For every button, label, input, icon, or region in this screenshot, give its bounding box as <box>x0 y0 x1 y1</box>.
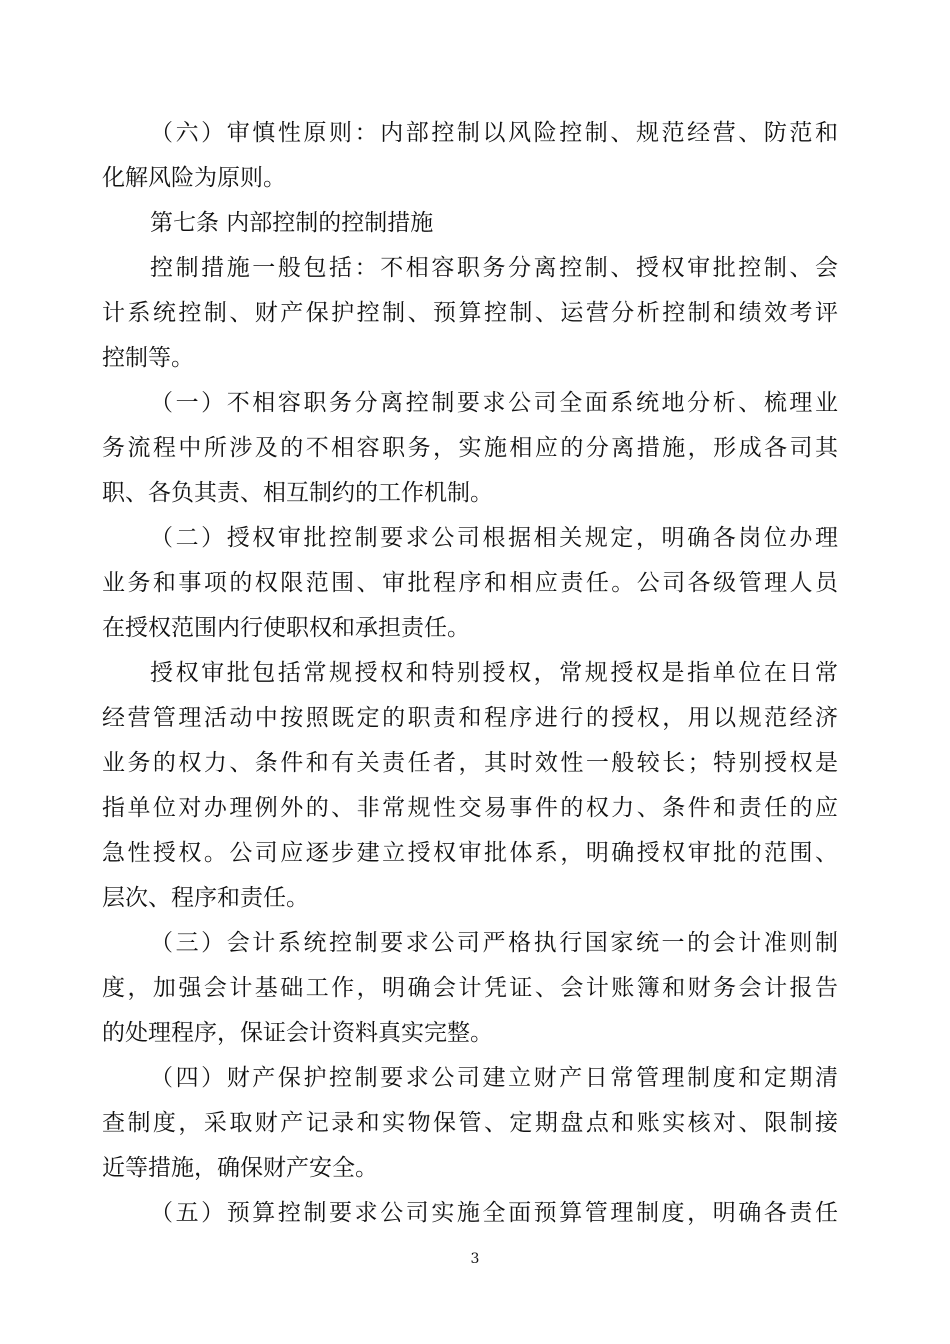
text-line: （一）不相容职务分离控制要求公司全面系统地分析、梳理业 <box>150 390 838 416</box>
text-line: 经营管理活动中按照既定的职责和程序进行的授权，用以规范经济 <box>102 705 838 731</box>
text-line: 在授权范围内行使职权和承担责任。 <box>102 615 470 641</box>
text-line: 的处理程序，保证会计资料真实完整。 <box>102 1020 493 1046</box>
text-line: 控制措施一般包括：不相容职务分离控制、授权审批控制、会 <box>150 255 838 281</box>
text-line: 急性授权。公司应逐步建立授权审批体系，明确授权审批的范围、 <box>102 840 838 866</box>
text-line: （四）财产保护控制要求公司建立财产日常管理制度和定期清 <box>150 1065 838 1091</box>
page-number: 3 <box>470 1251 480 1267</box>
text-line: 度，加强会计基础工作，明确会计凭证、会计账簿和财务会计报告 <box>102 975 838 1001</box>
text-line: （五）预算控制要求公司实施全面预算管理制度，明确各责任 <box>150 1200 838 1226</box>
text-line: 业务和事项的权限范围、审批程序和相应责任。公司各级管理人员 <box>102 570 838 596</box>
text-line: （二）授权审批控制要求公司根据相关规定，明确各岗位办理 <box>150 525 838 551</box>
text-line: 业务的权力、条件和有关责任者，其时效性一般较长；特别授权是 <box>102 750 838 776</box>
text-line: 指单位对办理例外的、非常规性交易事件的权力、条件和责任的应 <box>102 795 838 821</box>
section-heading: 第七条 内部控制的控制措施 <box>150 210 434 236</box>
text-line: 计系统控制、财产保护控制、预算控制、运营分析控制和绩效考评 <box>102 300 838 326</box>
text-line: 控制等。 <box>102 345 194 371</box>
text-line: （三）会计系统控制要求公司严格执行国家统一的会计准则制 <box>150 930 838 956</box>
text-line: 化解风险为原则。 <box>102 165 286 191</box>
text-line: 近等措施，确保财产安全。 <box>102 1155 378 1181</box>
text-line: 查制度，采取财产记录和实物保管、定期盘点和账实核对、限制接 <box>102 1110 838 1136</box>
text-line: 层次、程序和责任。 <box>102 885 309 911</box>
text-line: 职、各负其责、相互制约的工作机制。 <box>102 480 493 506</box>
text-line: 授权审批包括常规授权和特别授权，常规授权是指单位在日常 <box>150 660 838 686</box>
text-line: （六）审慎性原则：内部控制以风险控制、规范经营、防范和 <box>150 120 838 146</box>
text-line: 务流程中所涉及的不相容职务，实施相应的分离措施，形成各司其 <box>102 435 838 461</box>
